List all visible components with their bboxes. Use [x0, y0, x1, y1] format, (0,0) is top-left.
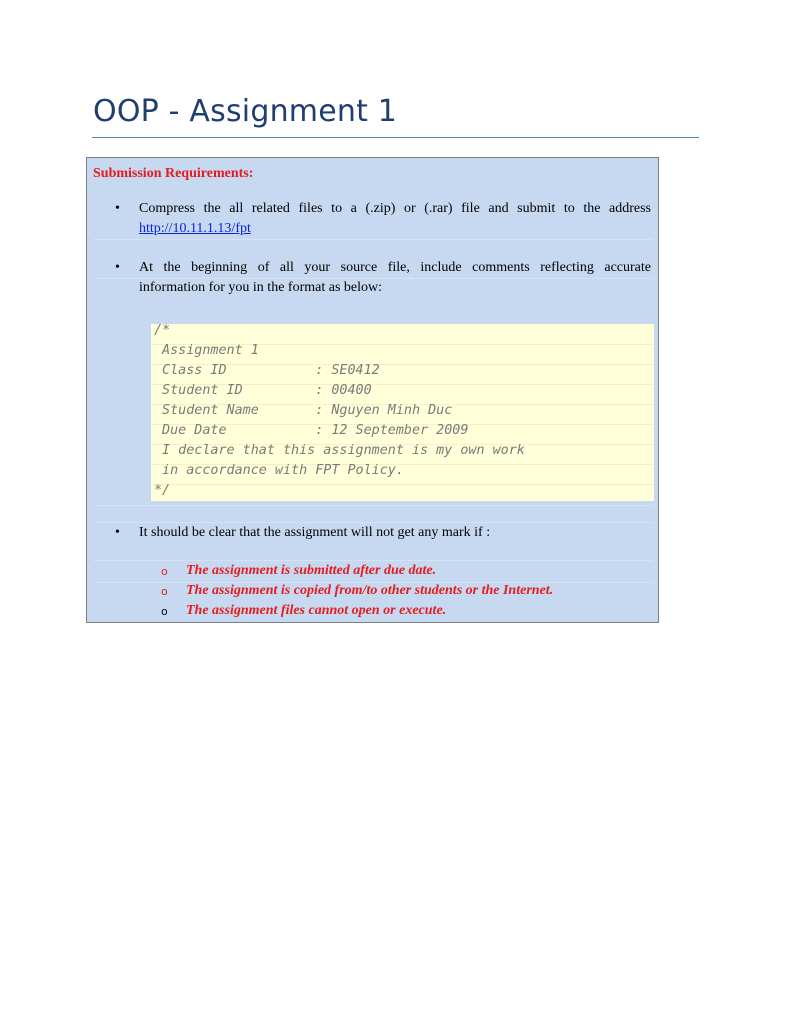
requirement-item-comments — [139, 258, 651, 298]
requirement-text: At the beginning of all your source file, include comments reflecting accurate — [139, 260, 651, 275]
requirement-text: information for you in the format as below: — [139, 280, 382, 295]
condition-copied: The assignment is copied from/to other students or the Internet. — [186, 583, 554, 598]
code-line: /* — [154, 323, 171, 338]
bullet-icon: • — [115, 525, 120, 540]
bullet-icon: • — [115, 260, 120, 275]
submission-link[interactable]: http://10.11.1.13/fpt — [139, 221, 251, 236]
code-line: */ — [154, 483, 171, 498]
code-line: in accordance with FPT Policy. — [154, 463, 404, 478]
code-line: Due Date : 12 September 2009 — [154, 423, 469, 438]
requirements-heading: Submission Requirements: — [93, 166, 254, 181]
comment-template-code-block — [151, 324, 654, 501]
page-title: OOP - Assignment 1 — [93, 94, 398, 129]
requirement-item-compress — [139, 199, 651, 239]
code-line: Student Name : Nguyen Minh Duc — [154, 403, 453, 418]
title-underline — [92, 137, 699, 138]
bullet-icon: • — [115, 201, 120, 216]
condition-cannot-execute: The assignment files cannot open or execute. — [186, 603, 447, 618]
code-line: Student ID : 00400 — [154, 383, 372, 398]
code-line: Class ID : SE0412 — [154, 363, 380, 378]
condition-late-submission: The assignment is submitted after due date. — [186, 563, 437, 578]
circle-bullet-icon: o — [161, 585, 168, 598]
requirement-item-no-mark: It should be clear that the assignment will not get any mark if : — [139, 525, 491, 540]
circle-bullet-icon: o — [161, 605, 168, 618]
row-divider — [93, 505, 652, 506]
code-line: I declare that this assignment is my own work — [154, 443, 525, 458]
code-line: Assignment 1 — [154, 343, 259, 358]
submission-requirements-box — [86, 157, 659, 623]
requirement-text: Compress the all related files to a (.zip) or (.rar) file and submit to the address — [139, 201, 651, 216]
row-divider — [93, 239, 652, 240]
circle-bullet-icon: o — [161, 565, 168, 578]
